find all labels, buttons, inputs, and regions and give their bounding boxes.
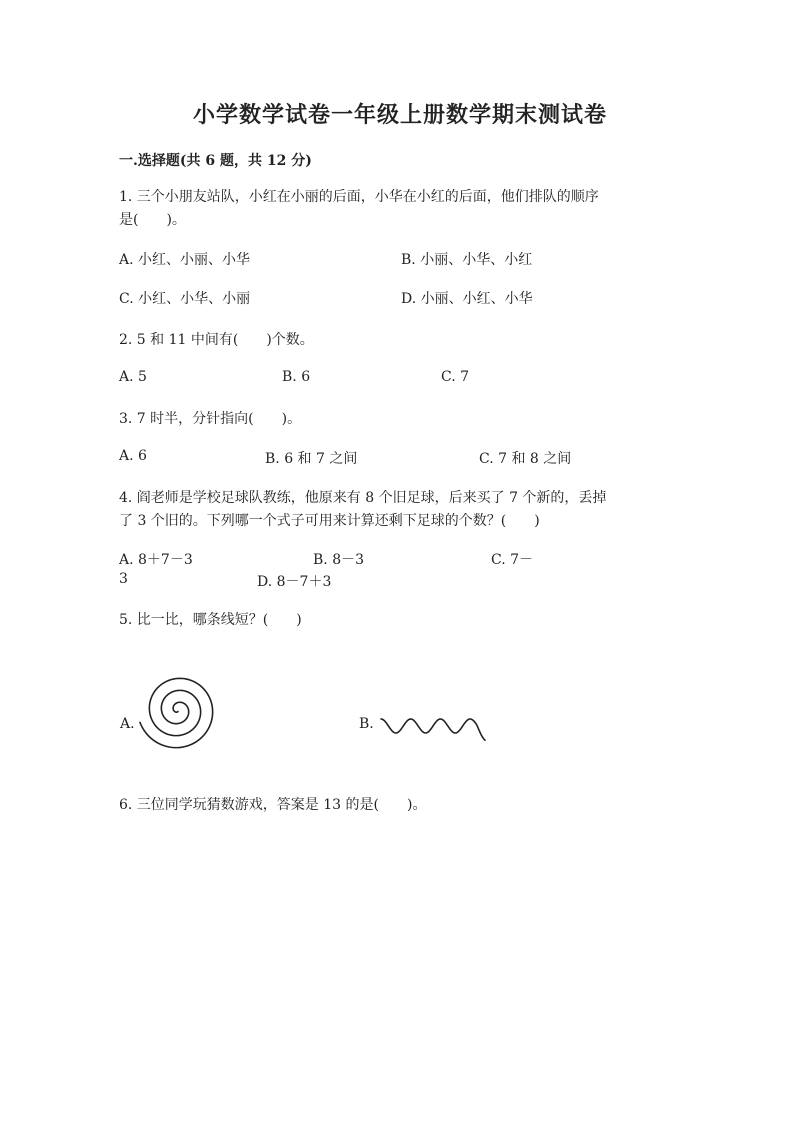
question-4-option-c-continued: 3 (119, 571, 128, 587)
question-5-option-a[interactable]: A. (120, 716, 135, 732)
question-1-option-b[interactable]: B. 小丽、小华、小红 (401, 252, 533, 268)
question-1-option-a[interactable]: A. 小红、小丽、小华 (119, 252, 251, 268)
question-4-option-c[interactable]: C. 7－ (491, 552, 534, 568)
question-6-line-1: 6. 三位同学玩猜数游戏，答案是 13 的是( )。 (119, 797, 427, 813)
question-1-option-d[interactable]: D. 小丽、小红、小华 (401, 291, 533, 307)
question-3-line-1: 3. 7 时半，分针指向( )。 (119, 411, 302, 427)
question-4-option-b[interactable]: B. 8－3 (313, 552, 365, 568)
question-2-option-a[interactable]: A. 5 (119, 369, 147, 385)
question-3-option-c[interactable]: C. 7 和 8 之间 (479, 451, 572, 467)
question-1-line-2: 是( )。 (119, 212, 186, 228)
question-3-option-b[interactable]: B. 6 和 7 之间 (265, 451, 358, 467)
question-4-option-a[interactable]: A. 8＋7－3 (119, 552, 193, 568)
question-4-option-d[interactable]: D. 8－7＋3 (257, 574, 332, 590)
question-1-line-1: 1. 三个小朋友站队，小红在小丽的后面，小华在小红的后面，他们排队的顺序 (119, 189, 599, 205)
question-5-option-b[interactable]: B. (359, 716, 374, 732)
question-2-option-b[interactable]: B. 6 (282, 369, 311, 385)
question-2-line-1: 2. 5 和 11 中间有( )个数。 (119, 332, 314, 348)
question-3-option-a[interactable]: A. 6 (119, 448, 147, 464)
question-2-option-c[interactable]: C. 7 (441, 369, 470, 385)
question-5-line-1: 5. 比一比，哪条线短？( ) (119, 612, 302, 628)
page-title: 小学数学试卷一年级上册数学期末测试卷 (192, 102, 607, 128)
section-heading: 一.选择题(共 6 题，共 12 分) (119, 153, 312, 169)
wavy-line-figure (378, 712, 490, 742)
spiral-line-figure (130, 660, 250, 750)
question-4-line-1: 4. 阎老师是学校足球队教练，他原来有 8 个旧足球，后来买了 7 个新的，丢掉 (119, 490, 607, 506)
question-4-line-2: 了 3 个旧的。下列哪一个式子可用来计算还剩下足球的个数？( ) (119, 513, 540, 529)
question-1-option-c[interactable]: C. 小红、小华、小丽 (119, 291, 251, 307)
